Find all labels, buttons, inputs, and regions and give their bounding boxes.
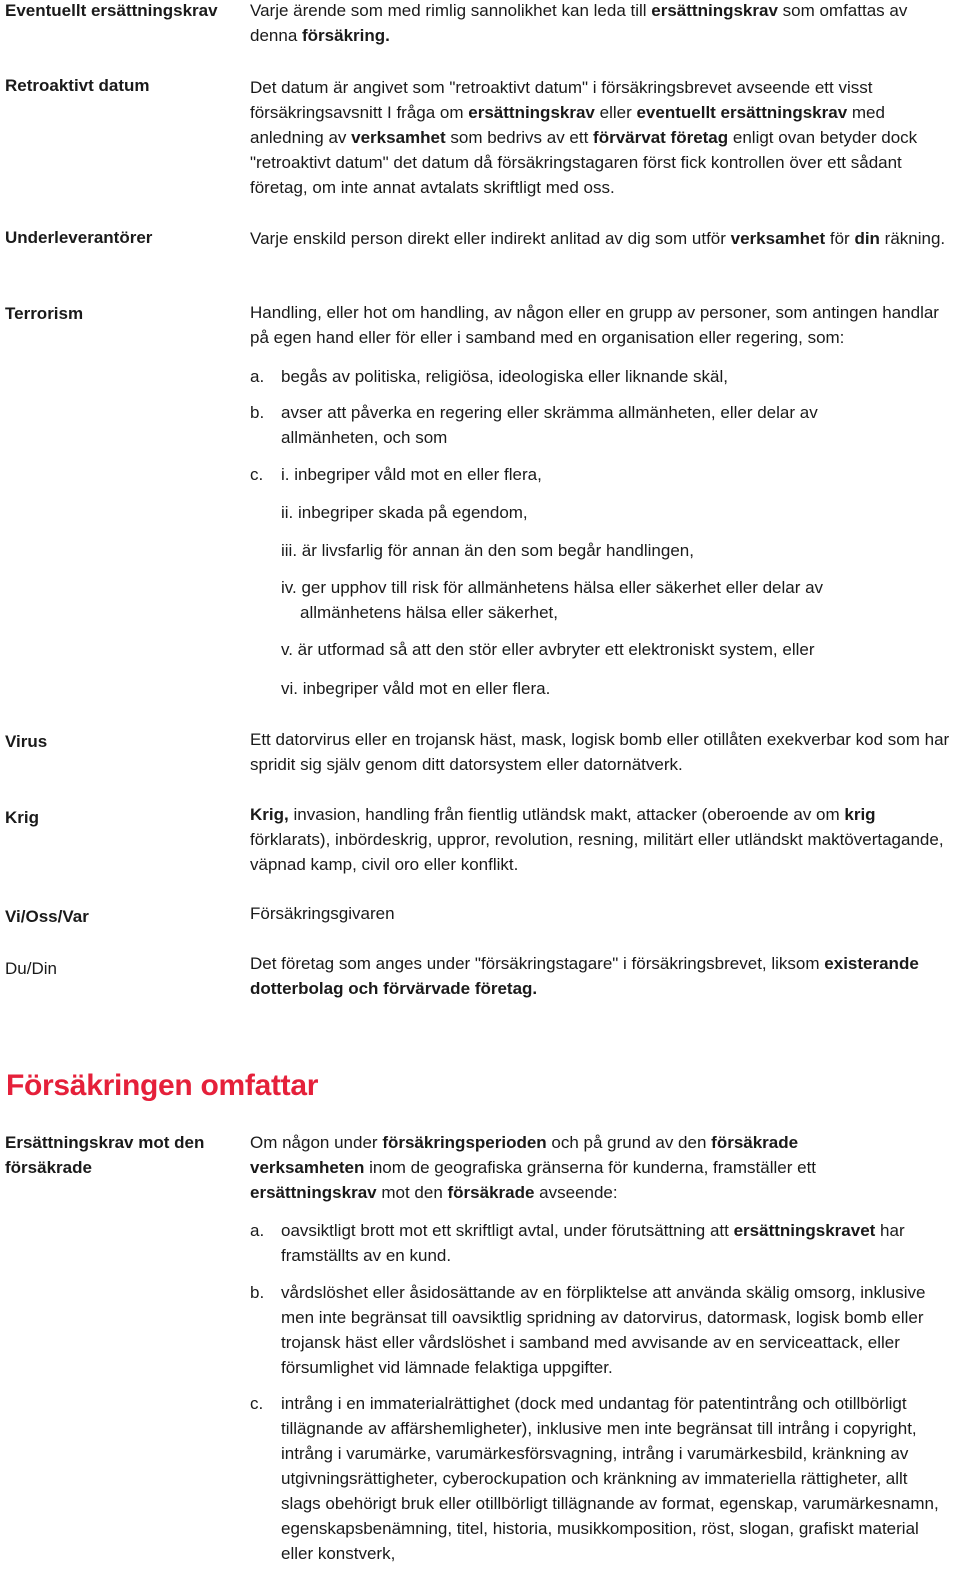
definition-retroaktivt-datum — [250, 75, 950, 200]
bold-term: förvärvat företag — [593, 128, 729, 147]
text-run: med anledning av — [250, 103, 885, 147]
term-ersattningskrav-mot-den-forsakrade: Ersättningskrav mot den försäkrade — [5, 1133, 205, 1177]
term-krig: Krig — [5, 808, 39, 827]
term-underleverantorer: Underleverantörer — [5, 228, 153, 247]
text-run: avseende: — [534, 1183, 618, 1202]
text-run: räkning. — [879, 229, 946, 248]
text-run: förklarats), inbördeskrig, uppror, revolution, resning, militärt eller utländskt maktövertagande, väpnad kamp, civil oro eller konflikt. — [250, 830, 944, 874]
term-eventuellt-ersattningskrav: Eventuellt ersättningskrav — [5, 1, 218, 20]
definition-terrorism-intro: Handling, eller hot om handling, av någon eller en grupp av personer, som antingen handlar på egen hand eller för eller i samband med en organisation eller regering, som: — [250, 303, 939, 347]
text-run: som bedrivs av ett — [445, 128, 594, 147]
bold-term: ersättningskrav — [250, 1183, 377, 1202]
bold-term: försäkring. — [302, 26, 390, 45]
bold-term: Krig, — [250, 805, 289, 824]
list-text — [281, 1280, 941, 1380]
bold-term: existerande dotterbolag och förvärvade företag. — [250, 954, 919, 998]
list-text — [281, 1218, 946, 1268]
text-run: och på grund av den — [546, 1133, 712, 1152]
text-run: som omfattas av denna — [250, 1, 908, 45]
term-virus: Virus — [5, 732, 48, 751]
text-run: Det datum är angivet som "retroaktivt datum" i försäkringsbrevet avseende ett visst försäkringsavsnitt I fråga om — [250, 78, 873, 122]
text-run: Ett datorvirus eller en trojansk häst, mask, logisk bomb eller otillåten exekverbar kod som har spridit sig själv genom ditt datorsystem eller datornätverk. — [250, 730, 950, 774]
list-label: a. — [250, 367, 265, 386]
terrorism-subitem-ii: ii. inbegriper skada på egendom, — [281, 503, 528, 522]
text-run: oavsiktligt brott mot ett skriftligt avtal, under förutsättning att — [281, 1221, 734, 1240]
list-text: begås av politiska, religiösa, ideologiska eller liknande skäl, — [281, 367, 728, 386]
text-run: inom de geografiska gränserna för kunderna, framställer ett — [364, 1158, 817, 1177]
bold-term: ersättningskrav — [651, 1, 778, 20]
definition-underleverantorer — [250, 226, 950, 251]
text-run: Det företag som anges under "försäkringstagare" i försäkringsbrevet, liksom — [250, 954, 825, 973]
definition-virus — [250, 727, 950, 777]
bold-term: verksamhet — [351, 128, 446, 147]
term-vi-oss-var: Vi/Oss/Var — [5, 907, 89, 926]
terrorism-subitem-v: v. är utformad så att den stör eller avbryter ett elektroniskt system, eller — [281, 640, 815, 659]
bold-term: verksamhet — [730, 229, 826, 248]
definition-eventuellt-ersattningskrav — [250, 0, 950, 48]
bold-term: försäkrade verksamheten — [250, 1133, 799, 1177]
text-run: intrång i en immaterialrättighet (dock med undantag för patentintrång och otillbörligt tillägnande av affärshemligheter), inklusive men inte begränsat till intrång i copyright, intrång i varumärke, varumärkesförsvagning, intrång i varumärkesbild, kränkning av utgivningsrättigheter, cyberockupation och kränkning av immateriella rättigheter, allt slags obehörigt bruk eller otillbörligt tillägnande av format, egenskap, varumärkesnamn, egenskapsbenämning, titel, historia, musikkomposition, röst, slogan, grafiskt material eller konstverk, — [281, 1394, 939, 1563]
term-terrorism: Terrorism — [5, 304, 84, 323]
term-du-din: Du/Din — [5, 959, 57, 978]
text-run: för — [825, 229, 855, 248]
text-run: eller — [594, 103, 637, 122]
text-run: vårdslöshet eller åsidosättande av en förpliktelse att använda skälig omsorg, inklusive men inte begränsat till oavsiktlig spridning av datorvirus, datormask, logisk bomb eller trojansk häst eller vårdslöshet i samband med avvisande av en serviceattack, eller försumlighet vid lämnade felaktiga uppgifter. — [281, 1283, 926, 1377]
definition-du-din — [250, 951, 950, 1001]
list-text: i. inbegriper våld mot en eller flera, — [281, 465, 542, 484]
list-label: b. — [250, 1283, 265, 1302]
list-label: c. — [250, 1394, 264, 1413]
bold-term: eventuellt ersättningskrav — [636, 103, 848, 122]
list-label: b. — [250, 403, 265, 422]
text-run: Om någon under — [250, 1133, 383, 1152]
bold-term: försäkrade — [447, 1183, 535, 1202]
terrorism-subitem-iii: iii. är livsfarlig för annan än den som begår handlingen, — [281, 541, 694, 560]
text-run: har framställts av en kund. — [281, 1221, 905, 1265]
terrorism-subitem-vi: vi. inbegriper våld mot en eller flera. — [281, 679, 551, 698]
bold-term: krig — [844, 805, 876, 824]
list-text: avser att påverka en regering eller skrämma allmänheten, eller delar av allmänheten, och som — [281, 403, 818, 447]
text-run: Försäkringsgivaren — [250, 904, 395, 923]
text-run: Varje ärende som med rimlig sannolikhet kan leda till — [250, 1, 652, 20]
terrorism-subitem-iv: iv. ger upphov till risk för allmänhetens hälsa eller säkerhet eller delar av allmänhetens hälsa eller säkerhet, — [281, 578, 824, 622]
list-label: c. — [250, 465, 264, 484]
list-label: a. — [250, 1221, 265, 1240]
text-run: invasion, handling från fientlig utländsk makt, attacker (oberoende av om — [288, 805, 845, 824]
section-heading: Försäkringen omfattar — [6, 1069, 319, 1102]
definition-krig — [250, 802, 950, 877]
term-retroaktivt-datum: Retroaktivt datum — [5, 76, 150, 95]
list-text — [281, 1391, 946, 1566]
definition-vi-oss-var — [250, 901, 950, 926]
text-run: mot den — [376, 1183, 448, 1202]
text-run: enligt ovan betyder dock "retroaktivt datum" det datum då försäkringstagaren först fick kontrollen över ett sådant företag, om inte annat avtalats skriftligt med oss. — [250, 128, 918, 197]
bold-term: din — [854, 229, 880, 248]
bold-term: ersättningskrav — [468, 103, 595, 122]
bold-term: ersättningskravet — [733, 1221, 876, 1240]
text-run: Varje enskild person direkt eller indirekt anlitad av dig som utför — [250, 229, 731, 248]
section-intro — [250, 1130, 880, 1205]
bold-term: försäkringsperioden — [382, 1133, 547, 1152]
